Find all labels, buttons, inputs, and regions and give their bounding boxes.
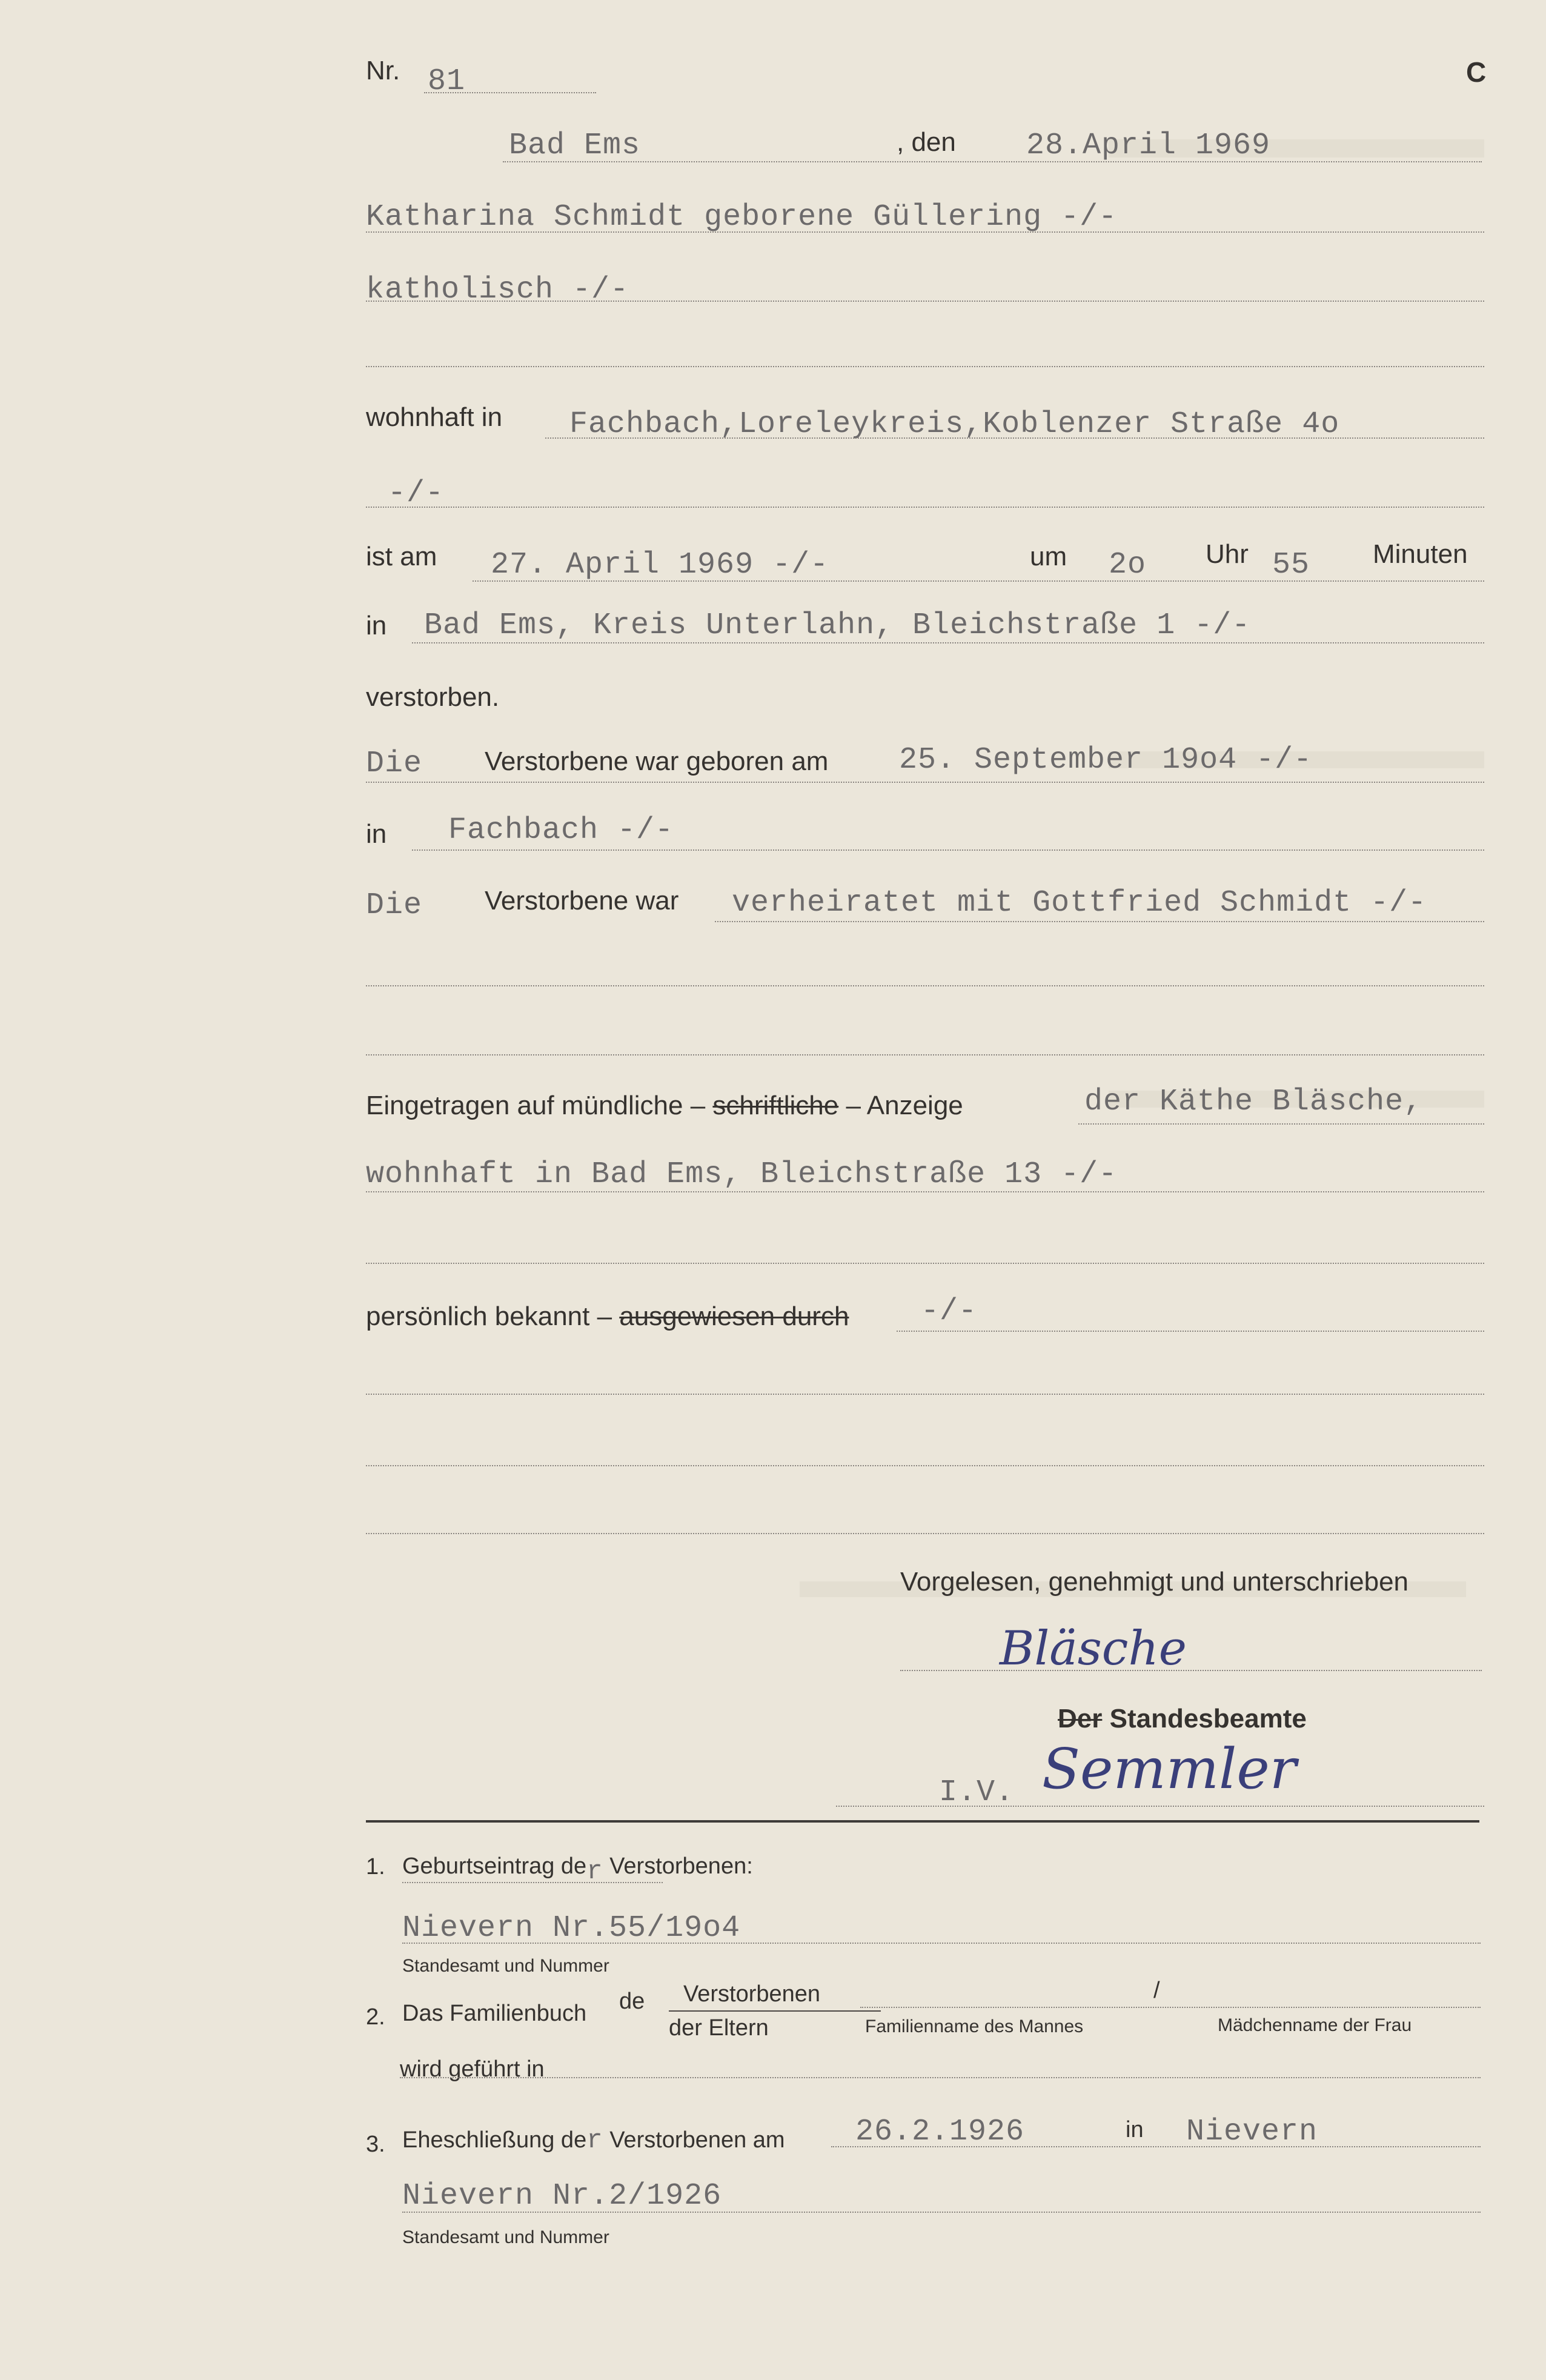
item3-value-line	[402, 2212, 1481, 2213]
item2-wird-line	[400, 2077, 1481, 2078]
death-place-line	[412, 642, 1484, 643]
marriage-line	[715, 921, 1484, 922]
item3-num: 3.	[366, 2132, 385, 2157]
birth-place: Fachbach -/-	[448, 813, 674, 848]
report-line-2	[366, 1191, 1484, 1192]
identity-struck: ausgewiesen durch	[619, 1301, 849, 1331]
minutes: 55	[1272, 548, 1310, 582]
wohnhaft-label: wohnhaft in	[366, 402, 503, 432]
blank-line	[366, 366, 1484, 367]
residence: Fachbach,Loreleykreis,Koblenzer Straße 4o	[569, 407, 1340, 442]
marriage-line-3	[366, 1054, 1484, 1055]
birth-in-label: in	[366, 819, 387, 849]
marriage-value: verheiratet mit Gottfried Schmidt -/-	[732, 886, 1427, 920]
residence-cont: -/-	[388, 476, 445, 511]
date: 28.April 1969	[1026, 128, 1271, 163]
item2-num: 2.	[366, 2004, 385, 2030]
official-sign-line	[836, 1806, 1484, 1807]
nr-line	[424, 92, 596, 93]
item3-value: Nievern Nr.2/1926	[402, 2179, 722, 2213]
item3-in: in	[1126, 2117, 1144, 2142]
reporter-name: der Käthe Bläsche,	[1084, 1085, 1423, 1119]
item3-dots	[831, 2146, 1481, 2147]
item3-caption: Standesamt und Nummer	[402, 2227, 609, 2247]
minuten-label: Minuten	[1373, 539, 1468, 569]
death-place: Bad Ems, Kreis Unterlahn, Bleichstraße 1 -/-	[424, 608, 1251, 643]
blank-line-3	[366, 1465, 1484, 1466]
official-label: Standesbeamte	[1109, 1704, 1307, 1733]
item2-opt2: der Eltern	[669, 2015, 769, 2041]
ist-am-label: ist am	[366, 542, 437, 571]
name-line	[366, 231, 1484, 233]
item3-label2: Verstorbenen am	[609, 2127, 785, 2153]
item1-label2: Verstorbenen:	[609, 1853, 753, 1879]
death-date-line	[473, 580, 1484, 582]
item3-label-text: Eheschließung de	[402, 2127, 587, 2153]
item1-caption: Standesamt und Nummer	[402, 1956, 609, 1976]
signature-informant: Bläsche	[1000, 1621, 1187, 1676]
marriage-die: Die	[366, 888, 423, 923]
section-divider	[366, 1820, 1479, 1823]
item3-typed: r	[586, 2126, 603, 2156]
den-label: , den	[897, 127, 956, 157]
deceased-name: Katharina Schmidt geborene Güllering -/-	[366, 200, 1118, 234]
closing-text: Vorgelesen, genehmigt und unterschrieben	[900, 1567, 1409, 1597]
verstorben-label: verstorben.	[366, 682, 500, 712]
report-prefix: Eingetragen auf mündliche –	[366, 1091, 706, 1120]
birth-die: Die	[366, 746, 423, 781]
death-date: 27. April 1969 -/-	[491, 548, 829, 582]
item2-wird: wird geführt in	[400, 2056, 545, 2082]
item1-label-text: Geburtseintrag de	[402, 1853, 587, 1879]
uhr-label: Uhr	[1206, 539, 1249, 569]
item3-date: 26.2.1926	[855, 2115, 1025, 2149]
birth-place-line	[412, 849, 1484, 851]
corner-letter: C	[1466, 56, 1487, 88]
item2-dots	[860, 2007, 1481, 2008]
report-suffix: – Anzeige	[846, 1091, 963, 1120]
identity-prefix: persönlich bekannt –	[366, 1301, 612, 1331]
report-struck: schriftliche	[712, 1091, 839, 1120]
item1-num: 1.	[366, 1854, 385, 1880]
official-struck: Der	[1058, 1704, 1103, 1733]
identity-dots	[897, 1331, 1484, 1332]
reporter-residence: wohnhaft in Bad Ems, Bleichstraße 13 -/-	[366, 1157, 1118, 1192]
item2-cap1: Familienname des Mannes	[865, 2016, 1084, 2036]
item2-cap2: Mädchenname der Frau	[1218, 2015, 1412, 2035]
item3-label	[402, 2126, 785, 2156]
birth-date-line	[366, 782, 1484, 783]
identity-line	[366, 1301, 849, 1332]
item2-label: Das Familienbuch	[402, 2001, 587, 2026]
religion-line	[366, 301, 1484, 302]
birth-label: Verstorbene war geboren am	[485, 746, 829, 776]
item2-slash: /	[1153, 1978, 1160, 2003]
in-label: in	[366, 611, 387, 640]
item1-label	[402, 1852, 753, 1887]
item2-de: de	[619, 1989, 645, 2014]
report-line-3	[366, 1263, 1484, 1264]
um-label: um	[1030, 542, 1067, 571]
birth-date: 25. September 19o4 -/-	[899, 743, 1313, 777]
official-title	[1058, 1704, 1307, 1734]
residence-line	[545, 437, 1484, 439]
item1-typed: r	[586, 1856, 603, 1887]
identity-value: -/-	[921, 1294, 978, 1329]
nr-value: 81	[428, 64, 466, 99]
signature-official: Semmler	[1042, 1737, 1296, 1801]
report-line-dots	[1078, 1123, 1484, 1125]
item3-place: Nievern	[1186, 2115, 1318, 2149]
signature-line	[900, 1670, 1482, 1671]
item2-option-divider	[669, 2010, 881, 2012]
religion: katholisch -/-	[366, 273, 629, 307]
item2-opt1: Verstorbenen	[683, 1981, 821, 2007]
blank-line-2	[366, 1394, 1484, 1395]
item1-value-line	[402, 1943, 1481, 1944]
residence-cont-line	[366, 507, 1484, 508]
report-line	[366, 1091, 963, 1121]
hour: 2o	[1109, 548, 1147, 582]
place: Bad Ems	[509, 128, 641, 163]
item1-dots	[402, 1882, 663, 1883]
marriage-line-2	[366, 985, 1484, 986]
iv-label: I.V.	[939, 1775, 1015, 1810]
marriage-label: Verstorbene war	[485, 886, 679, 916]
date-line	[503, 161, 1482, 162]
blank-line-4	[366, 1533, 1484, 1534]
item1-value: Nievern Nr.55/19o4	[402, 1911, 741, 1946]
nr-label: Nr.	[366, 56, 400, 85]
